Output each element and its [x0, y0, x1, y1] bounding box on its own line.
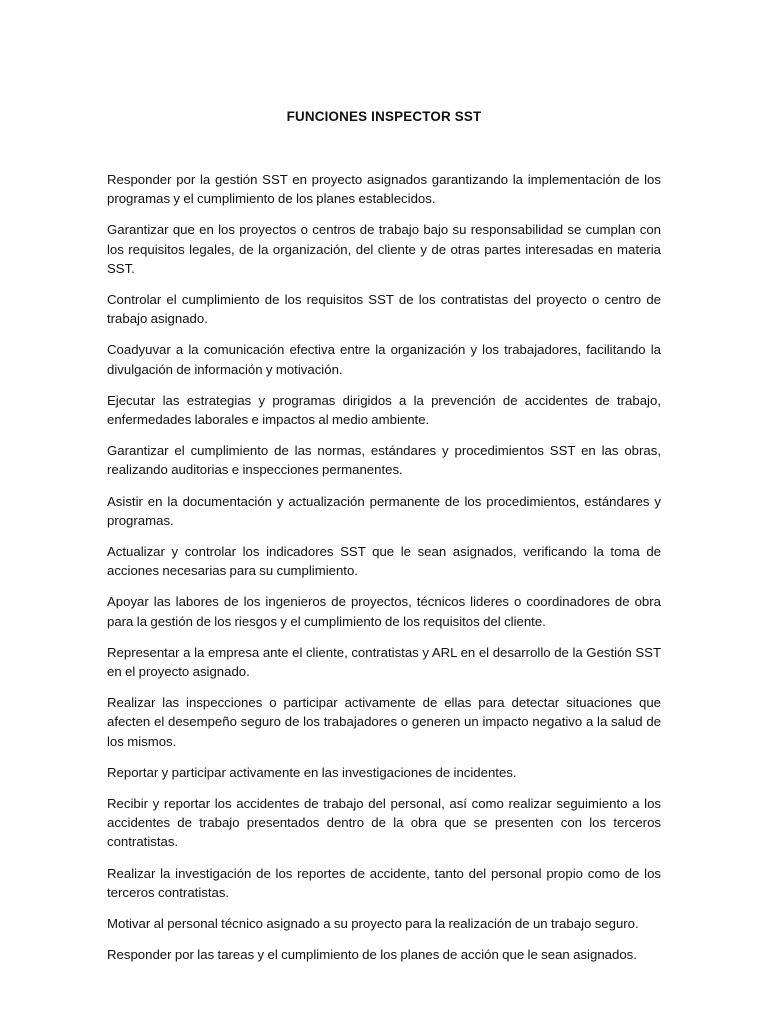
paragraph-9: Apoyar las labores de los ingenieros de proyectos, técnicos lideres o coordinadores de obra para la gestión de los riesgos y el cumplimiento de los requisitos del cliente.: [107, 594, 661, 629]
paragraph-3: Controlar el cumplimiento de los requisitos SST de los contratistas del proyecto o centro de trabajo asignado.: [107, 292, 661, 327]
paragraph-2: Garantizar que en los proyectos o centros de trabajo bajo su responsabilidad se cumplan con los requisitos legales, de la organización, del cliente y de otras partes interesadas en materia SST.: [107, 222, 661, 276]
paragraph-7: Asistir en la documentación y actualización permanente de los procedimientos, estándares y programas.: [107, 493, 661, 528]
paragraph-12: Reportar y participar activamente en las investigaciones de incidentes.: [107, 764, 517, 780]
paragraph-13: Recibir y reportar los accidentes de trabajo del personal, así como realizar seguimiento a los accidentes de trabajo presentados dentro de la obra que se presenten con los terceros contratistas.: [107, 796, 661, 850]
document-title: FUNCIONES INSPECTOR SST: [286, 109, 482, 124]
paragraph-5: Ejecutar las estrategias y programas dirigidos a la prevención de accidentes de trabajo, enfermedades laborales e impactos al medio ambiente.: [107, 392, 661, 428]
paragraph-16: Responder por las tareas y el cumplimiento de los planes de acción que le sean asignados.: [107, 947, 637, 963]
paragraph-14: Realizar la investigación de los reportes de accidente, tanto del personal propio como de los terceros contratistas.: [107, 865, 661, 900]
paragraph-11: Realizar las inspecciones o participar activamente de ellas para detectar situaciones que afecten el desempeño seguro de los trabajadores o generen un impacto negativo a la salud de los mismos.: [107, 695, 661, 749]
paragraph-8: Actualizar y controlar los indicadores SST que le sean asignados, verificando la toma de acciones necesarias para su cumplimiento.: [107, 544, 661, 579]
paragraph-1: Responder por la gestión SST en proyecto asignados garantizando la implementación de los programas y el cumplimiento de los planes establecidos.: [107, 172, 661, 207]
paragraph-6: Garantizar el cumplimiento de las normas, estándares y procedimientos SST en las obras, realizando auditorias e inspecciones permanentes.: [107, 443, 661, 478]
document-body: [107, 170, 661, 977]
paragraph-4: Coadyuvar a la comunicación efectiva entre la organización y los trabajadores, facilitando la divulgación de información y motivación.: [107, 342, 661, 377]
paragraph-10: Representar a la empresa ante el cliente, contratistas y ARL en el desarrollo de la Gestión SST en el proyecto asignado.: [107, 644, 661, 680]
paragraph-15: Motivar al personal técnico asignado a su proyecto para la realización de un trabajo seguro.: [107, 916, 639, 932]
